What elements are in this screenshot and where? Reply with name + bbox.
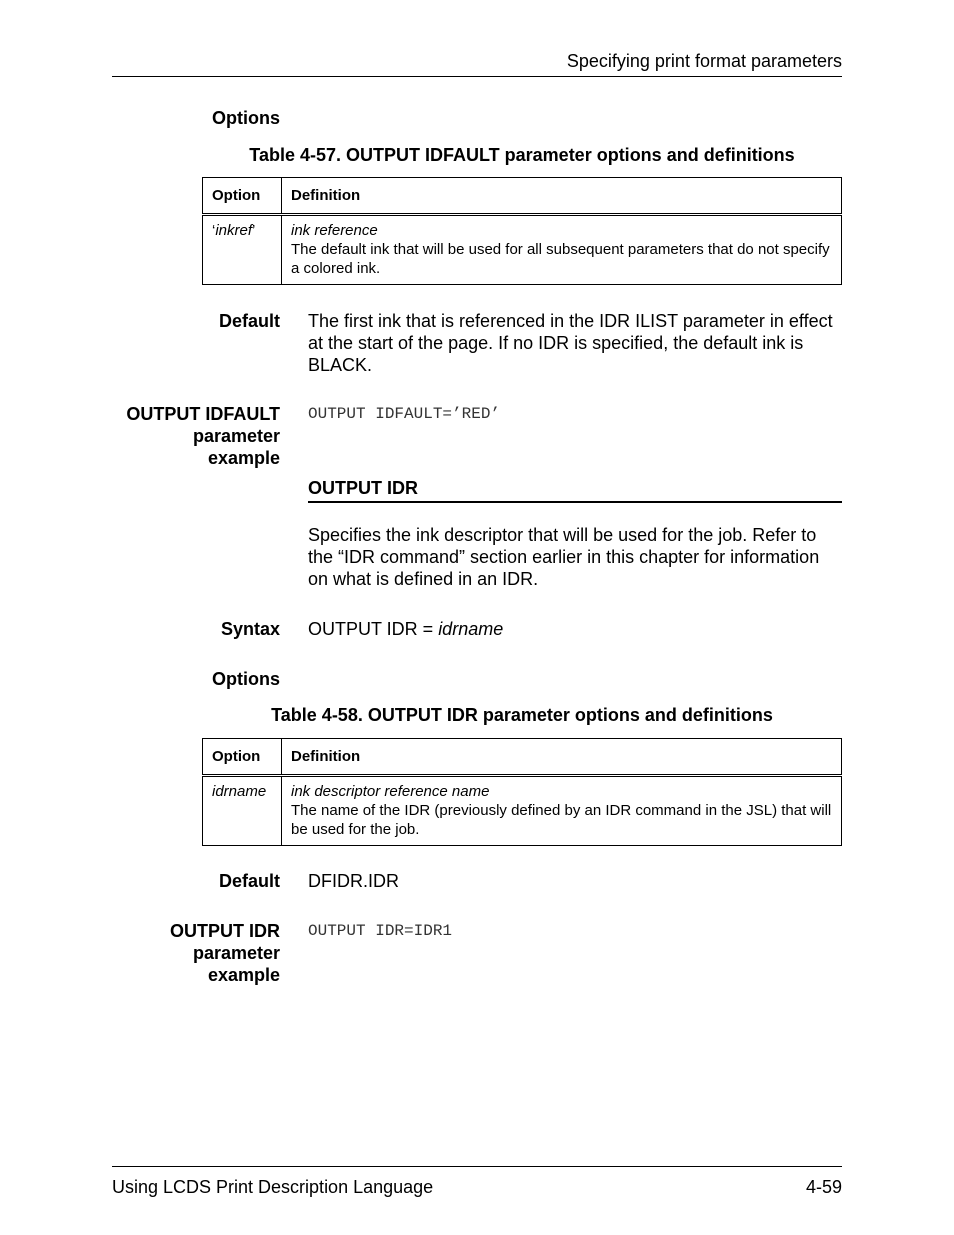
- default-label: Default: [218, 311, 280, 331]
- definition-text: The name of the IDR (previously defined by an IDR command in the JSL) that will be used for the job.: [291, 802, 832, 838]
- column-header-option: Option: [203, 178, 282, 215]
- example-label: OUTPUT IDFAULT parameter example: [126, 404, 280, 468]
- header-rule: [112, 76, 842, 77]
- options-table: [202, 738, 842, 846]
- column-header-definition: Definition: [282, 739, 842, 776]
- running-header: Specifying print format parameters: [566, 51, 842, 71]
- footer-book-title: Using LCDS Print Description Language: [112, 1177, 434, 1197]
- example-label: OUTPUT IDR parameter example: [170, 921, 280, 985]
- syntax-variable: idrname: [438, 619, 504, 639]
- definition-cell: [282, 215, 842, 285]
- example-code: OUTPUT IDFAULT=’RED’: [308, 405, 501, 423]
- table-header-row: [203, 178, 842, 215]
- column-header-definition: Definition: [282, 178, 842, 215]
- definition-text: The default ink that will be used for all subsequent parameters that do not specify a colored ink.: [291, 241, 830, 277]
- option-cell: idrname: [203, 776, 282, 846]
- table-caption: Table 4-58. OUTPUT IDR parameter options and definitions: [271, 705, 773, 725]
- page-number: 4-59: [805, 1177, 842, 1197]
- table-header-row: [203, 739, 842, 776]
- syntax-label: Syntax: [220, 619, 280, 639]
- definition-cell: [282, 776, 842, 846]
- column-header-option: Option: [203, 739, 282, 776]
- default-text: The first ink that is referenced in the IDR ILIST parameter in effect at the start of the page. If no IDR is specified, the default ink is BLACK.: [308, 311, 833, 375]
- options-table: [202, 177, 842, 285]
- options-label: Options: [212, 669, 280, 689]
- section-title: OUTPUT IDR: [308, 478, 418, 498]
- section-description: Specifies the ink descriptor that will be used for the job. Refer to the “IDR command” section earlier in this chapter for information on what is defined in an IDR.: [308, 525, 820, 589]
- option-name: inkref: [215, 222, 253, 239]
- section-rule: [308, 501, 842, 503]
- table-caption: Table 4-57. OUTPUT IDFAULT parameter options and definitions: [249, 145, 795, 165]
- default-label: Default: [218, 871, 280, 891]
- footer-rule: [112, 1166, 842, 1167]
- example-code: OUTPUT IDR=IDR1: [308, 922, 453, 940]
- definition-title: ink reference: [291, 222, 378, 239]
- table-row: [203, 215, 842, 285]
- table-row: [203, 776, 842, 846]
- default-text: DFIDR.IDR: [308, 871, 399, 891]
- syntax-text: OUTPUT IDR = idrname: [308, 619, 504, 639]
- option-cell: ‘inkref’: [203, 215, 282, 285]
- definition-title: ink descriptor reference name: [291, 783, 490, 800]
- options-label: Options: [212, 108, 280, 128]
